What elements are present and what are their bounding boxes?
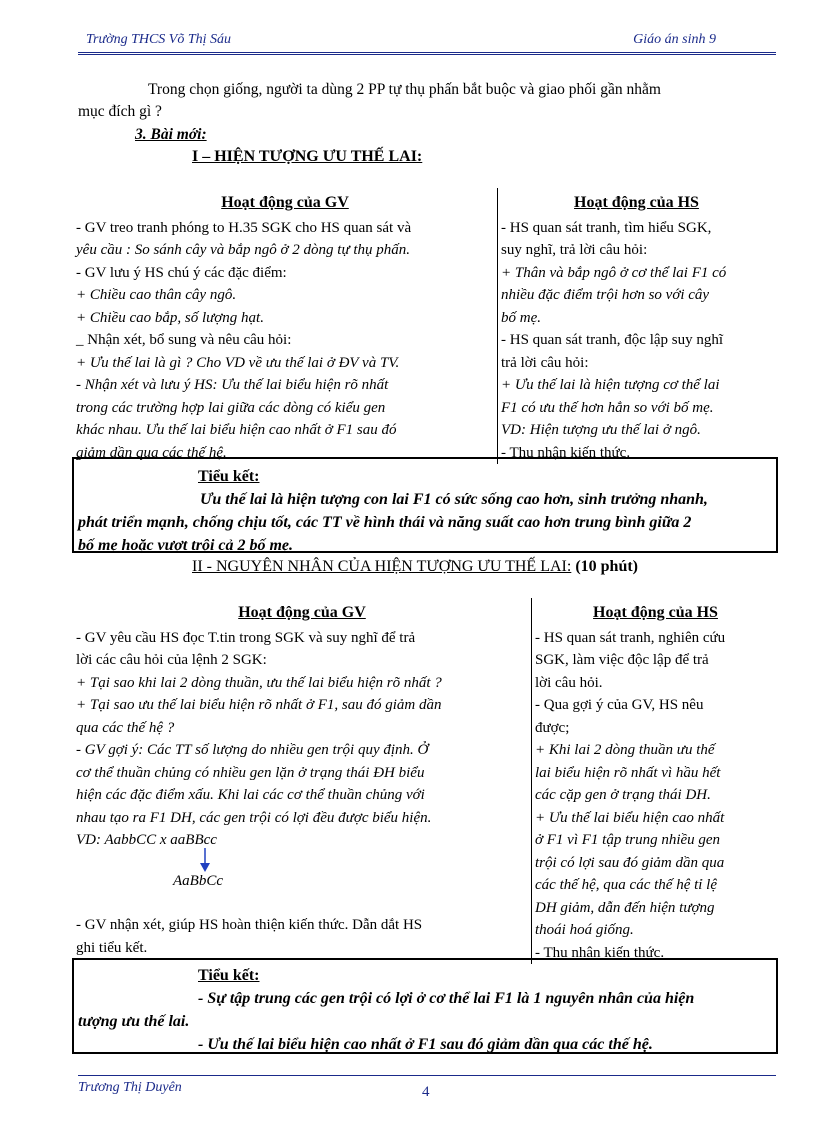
hs2-line: trội có lợi sau đó giảm dần qua bbox=[535, 854, 725, 871]
summary1-line: bố mẹ hoặc vượt trội cả 2 bố mẹ. bbox=[78, 537, 294, 554]
gv-column-2 bbox=[73, 627, 532, 965]
page-footer bbox=[78, 1075, 776, 1100]
cross-result: AaBbCc bbox=[173, 872, 223, 889]
activity-table-1 bbox=[73, 188, 775, 464]
hs1-line: trả lời câu hỏi: bbox=[501, 354, 589, 371]
hs2-line: các cặp gen ở trạng thái DH. bbox=[535, 787, 711, 803]
gv2-line: + Tại sao ưu thế lai biểu hiện rõ nhất ở F1, sau đó giảm dần bbox=[76, 697, 442, 713]
hs2-line: các thế hệ, qua các thế hệ tỉ lệ bbox=[535, 877, 718, 893]
hs-header-2: Hoạt động của HS bbox=[593, 604, 718, 621]
hs1-line: + Thân và bắp ngô ở cơ thể lai F1 có bbox=[501, 264, 727, 281]
hs2-line: - Thu nhận kiến thức. bbox=[535, 944, 665, 961]
hs2-line: lai biểu hiện rõ nhất vì hầu hết bbox=[535, 764, 721, 781]
summary-box-1 bbox=[72, 457, 778, 553]
lesson-label: 3. Bài mới: bbox=[135, 126, 207, 143]
summary1-line: phát triển mạnh, chống chịu tốt, các TT về hình thái và năng suất cao hơn trung bình giữa 2 bbox=[78, 514, 692, 531]
hs2-line: thoái hoá giống. bbox=[535, 922, 634, 938]
gv1-line: + Ưu thế lai là gì ? Cho VD về ưu thế lai ở ĐV và TV. bbox=[76, 354, 400, 371]
hs2-line: ở F1 vì F1 tập trung nhiều gen bbox=[535, 832, 721, 848]
gv2-tail-line: ghi tiểu kết. bbox=[76, 939, 148, 956]
gv2-tail-line: - GV nhận xét, giúp HS hoàn thiện kiến thức. Dẫn dắt HS bbox=[76, 917, 423, 933]
gv-header-2: Hoạt động của GV bbox=[73, 598, 532, 627]
summary-box-2 bbox=[72, 958, 778, 1054]
hs2-line: - HS quan sát tranh, nghiên cứu bbox=[535, 629, 726, 646]
hs1-line: nhiều đặc điểm trội hơn so với cây bbox=[501, 287, 710, 303]
gv2-line: hiện các đặc điểm xấu. Khi lai các cơ thể thuần chủng với bbox=[76, 787, 425, 803]
hs-column-2 bbox=[532, 627, 780, 965]
gv1-line: yêu cầu : So sánh cây và bắp ngô ở 2 dòng tự thụ phấn. bbox=[76, 242, 411, 258]
gv1-line: _ Nhận xét, bổ sung và nêu câu hỏi: bbox=[76, 332, 292, 348]
summary2-line: tượng ưu thế lai. bbox=[78, 1013, 190, 1030]
hs1-line: bố mẹ. bbox=[501, 309, 541, 326]
hs2-line: - Qua gợi ý của GV, HS nêu bbox=[535, 697, 704, 713]
gv1-line: + Chiều cao thân cây ngô. bbox=[76, 287, 237, 303]
hs-column-1 bbox=[498, 217, 776, 465]
review-question-cont: mục đích gì ? bbox=[78, 103, 162, 120]
gv1-line: trong các trường hợp lai giữa các dòng có kiểu gen bbox=[76, 399, 386, 416]
cross-arrow bbox=[76, 852, 528, 870]
doc-title: Giáo án sinh 9 bbox=[633, 32, 716, 47]
hs1-line: VD: Hiện tượng ưu thế lai ở ngô. bbox=[501, 422, 701, 438]
hs2-line: + Ưu thế lai biểu hiện cao nhất bbox=[535, 809, 725, 826]
hs-header-1: Hoạt động của HS bbox=[574, 194, 699, 211]
summary1-label: Tiểu kết: bbox=[198, 468, 260, 485]
hs1-line: F1 có ưu thế hơn hẳn so với bố mẹ. bbox=[501, 399, 714, 416]
gv1-line: khác nhau. Ưu thế lai biểu hiện cao nhất ở F1 sau đó bbox=[76, 422, 397, 438]
hs1-line: - Thu nhận kiến thức. bbox=[501, 444, 631, 461]
gv2-line: - GV yêu cầu HS đọc T.tin trong SGK và suy nghĩ để trả bbox=[76, 629, 416, 646]
review-question: Trong chọn giống, người ta dùng 2 PP tự thụ phấn bắt buộc và giao phối gần nhằm bbox=[148, 81, 661, 98]
hs2-line: DH giảm, dẫn đến hiện tượng bbox=[535, 899, 715, 916]
gv-column-1 bbox=[73, 217, 498, 465]
gv2-line: + Tại sao khi lai 2 dòng thuần, ưu thế lai biểu hiện rõ nhất ? bbox=[76, 674, 442, 691]
school-name: Trường THCS Võ Thị Sáu bbox=[86, 32, 232, 47]
hs2-line: + Khi lai 2 dòng thuần ưu thế bbox=[535, 742, 715, 758]
gv2-line: qua các thế hệ ? bbox=[76, 719, 175, 736]
hs2-line: được; bbox=[535, 719, 570, 736]
activity-table-2 bbox=[73, 598, 779, 964]
gv2-line: lời các câu hỏi của lệnh 2 SGK: bbox=[76, 652, 267, 668]
hs1-line: + Ưu thế lai là hiện tượng cơ thể lai bbox=[501, 377, 720, 393]
section2-title: II - NGUYÊN NHÂN CỦA HIỆN TƯỢNG ƯU THẾ LAI: (10 phút) bbox=[192, 558, 638, 575]
gv2-line: - GV gợi ý: Các TT số lượng do nhiều gen trội quy định. Ở bbox=[76, 742, 429, 758]
gv1-line: - Nhận xét và lưu ý HS: Ưu thế lai biểu hiện rõ nhất bbox=[76, 377, 389, 393]
hs1-line: - HS quan sát tranh, độc lập suy nghĩ bbox=[501, 332, 724, 348]
hs2-line: lời câu hỏi. bbox=[535, 674, 603, 691]
summary2-label: Tiểu kết: bbox=[198, 967, 260, 984]
gv1-line: - GV treo tranh phóng to H.35 SGK cho HS quan sát và bbox=[76, 219, 412, 236]
summary2-line: - Sự tập trung các gen trội có lợi ở cơ thể lai F1 là 1 nguyên nhân của hiện bbox=[198, 990, 695, 1007]
section1-title: I – HIỆN TƯỢNG ƯU THẾ LAI: bbox=[192, 148, 423, 165]
down-arrow-icon bbox=[195, 848, 215, 874]
gv2-line: VD: AabbCC x aaBBcc bbox=[76, 832, 217, 848]
author-name: Trương Thị Duyên bbox=[78, 1080, 182, 1095]
gv2-line: cơ thể thuần chủng có nhiều gen lặn ở trạng thái ĐH biểu bbox=[76, 764, 425, 781]
gv1-line: - GV lưu ý HS chú ý các đặc điểm: bbox=[76, 264, 287, 281]
gv1-line: giảm dần qua các thế hệ. bbox=[76, 444, 227, 461]
gv1-line: + Chiều cao bắp, số lượng hạt. bbox=[76, 309, 264, 326]
hs1-line: - HS quan sát tranh, tìm hiểu SGK, bbox=[501, 219, 712, 236]
hs2-line: SGK, làm việc độc lập để trả bbox=[535, 652, 709, 668]
page-number: 4 bbox=[422, 1084, 430, 1100]
summary2-line: - Ưu thế lai biểu hiện cao nhất ở F1 sau đó giảm dần qua các thế hệ. bbox=[198, 1036, 653, 1053]
page-header bbox=[78, 30, 776, 55]
hs1-line: suy nghĩ, trả lời câu hỏi: bbox=[501, 242, 648, 258]
gv2-line: nhau tạo ra F1 DH, các gen trội có lợi đều được biểu hiện. bbox=[76, 809, 432, 826]
summary1-line: Ưu thế lai là hiện tượng con lai F1 có sức sống cao hơn, sinh trưởng nhanh, bbox=[200, 491, 708, 508]
gv-header-1: Hoạt động của GV bbox=[73, 188, 498, 217]
